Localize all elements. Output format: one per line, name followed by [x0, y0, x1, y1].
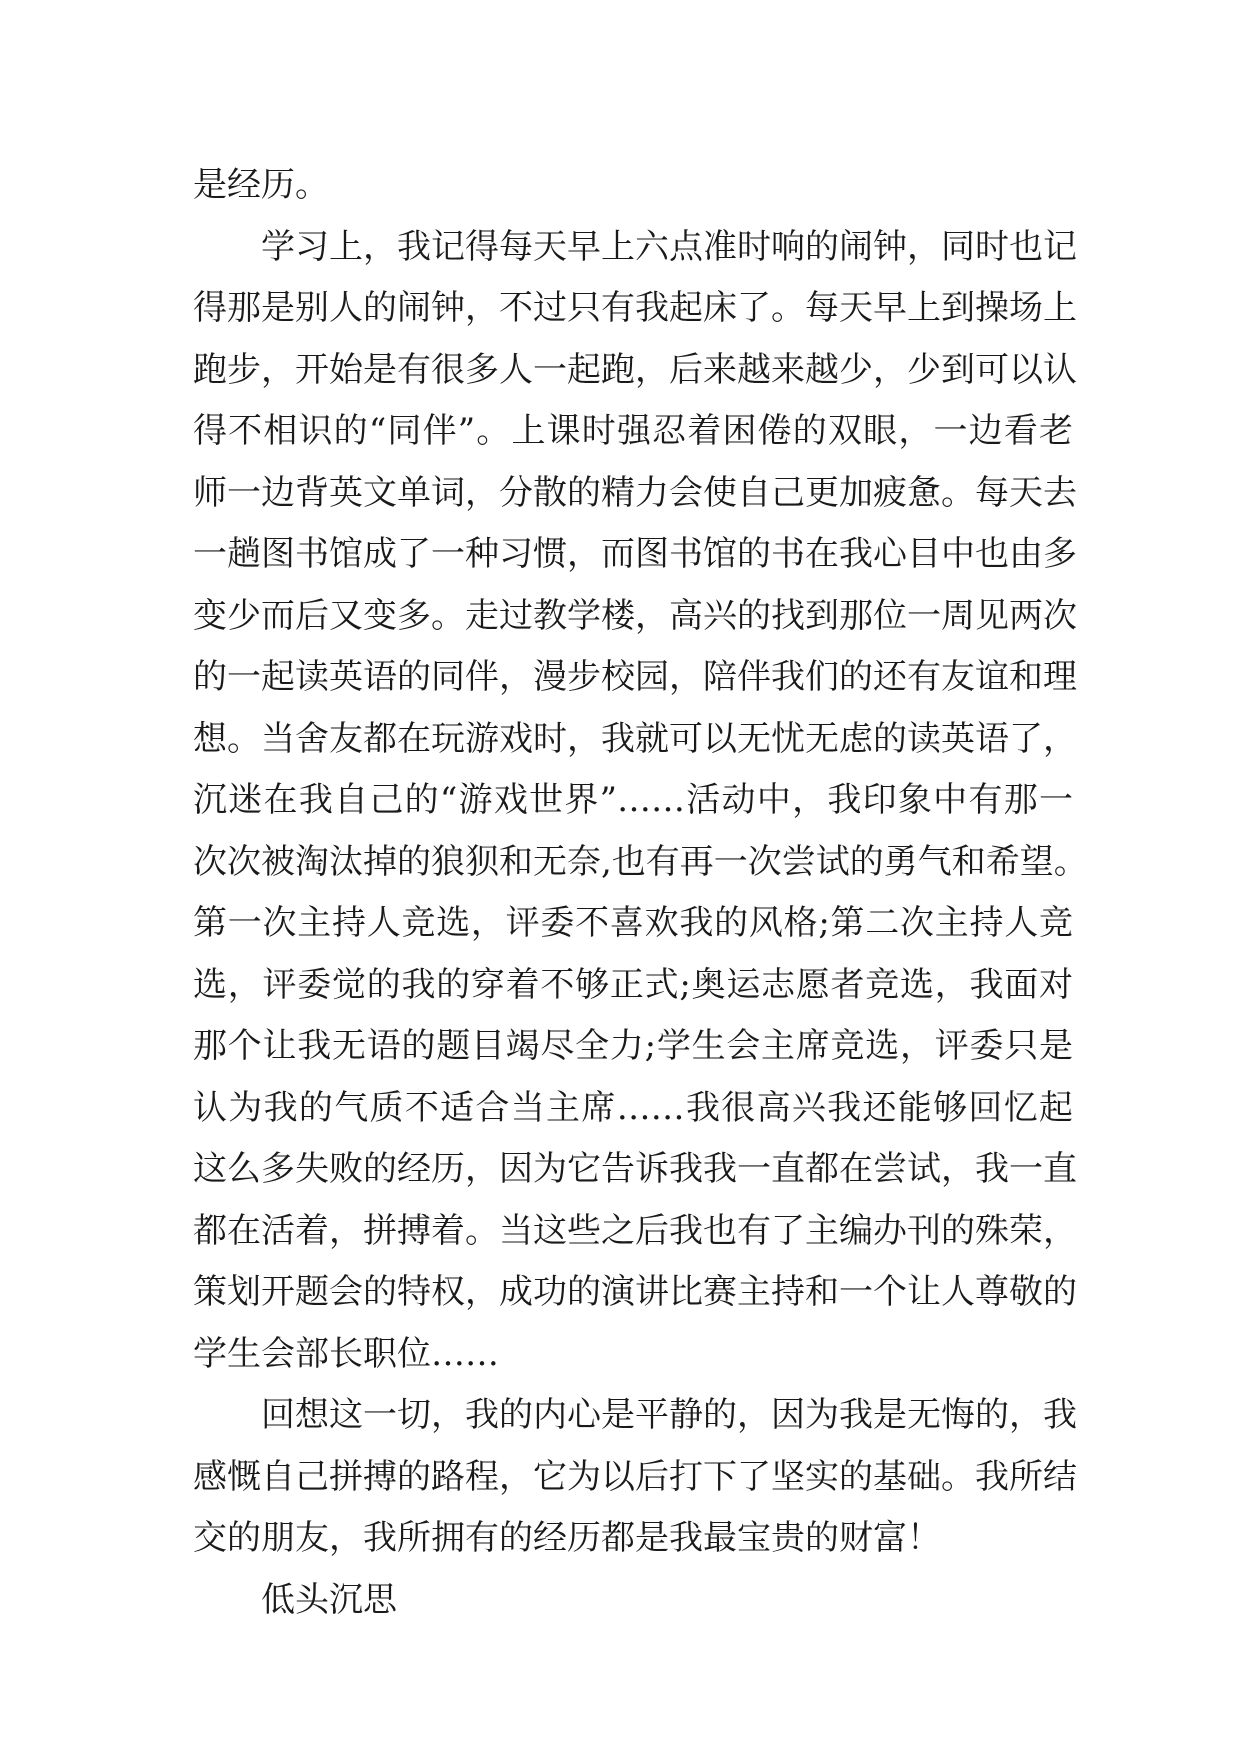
text-line: 的一起读英语的同伴，漫步校园，陪伴我们的还有友谊和理	[193, 657, 1077, 697]
text-line: 沉迷在我自己的“游戏世界”……活动中，我印象中有那一	[193, 780, 1073, 820]
text-line: 变少而后又变多。走过教学楼，高兴的找到那位一周见两次	[193, 595, 1077, 636]
text-line: 师一边背英文单词，分散的精力会使自己更加疲惫。每天去	[193, 472, 1077, 513]
text-line: 学生会部长职位……	[193, 1333, 499, 1374]
text-line: 回想这一切，我的内心是平静的，因为我是无悔的，我	[261, 1395, 1077, 1435]
text-line: 这么多失败的经历，因为它告诉我我一直都在尝试，我一直	[193, 1149, 1077, 1189]
text-line: 第一次主持人竞选，评委不喜欢我的风格;第二次主持人竞	[193, 903, 1073, 943]
text-line: 想。当舍友都在玩游戏时，我就可以无忧无虑的读英语了，	[193, 718, 1077, 759]
document-body	[193, 155, 1088, 1631]
text-line: 一趟图书馆成了一种习惯，而图书馆的书在我心目中也由多	[193, 534, 1077, 574]
text-line: 次次被淘汰掉的狼狈和无奈,也有再一次尝试的勇气和希望。	[193, 841, 1088, 882]
section-heading: 低头沉思	[261, 1579, 397, 1620]
text-line: 交的朋友，我所拥有的经历都是我最宝贵的财富！	[193, 1518, 941, 1558]
text-line: 都在活着，拼搏着。当这些之后我也有了主编办刊的殊荣，	[193, 1210, 1077, 1251]
text-line: 选，评委觉的我的穿着不够正式;奥运志愿者竞选，我面对	[193, 964, 1074, 1005]
text-line: 那个让我无语的题目竭尽全力;学生会主席竞选，评委只是	[193, 1026, 1073, 1066]
text-line: 得不相识的“同伴”。上课时强忍着困倦的双眼，一边看老	[193, 411, 1073, 451]
text-line: 得那是别人的闹钟，不过只有我起床了。每天早上到操场上	[193, 288, 1077, 328]
text-line: 认为我的气质不适合当主席……我很高兴我还能够回忆起	[193, 1087, 1073, 1128]
text-line: 学习上，我记得每天早上六点准时响的闹钟，同时也记	[261, 226, 1077, 267]
text-line: 策划开题会的特权，成功的演讲比赛主持和一个让人尊敬的	[193, 1272, 1077, 1312]
text-line: 是经历。	[193, 165, 329, 205]
text-line: 感慨自己拼搏的路程，它为以后打下了坚实的基础。我所结	[193, 1456, 1077, 1497]
text-line: 跑步，开始是有很多人一起跑，后来越来越少，少到可以认	[193, 349, 1077, 390]
